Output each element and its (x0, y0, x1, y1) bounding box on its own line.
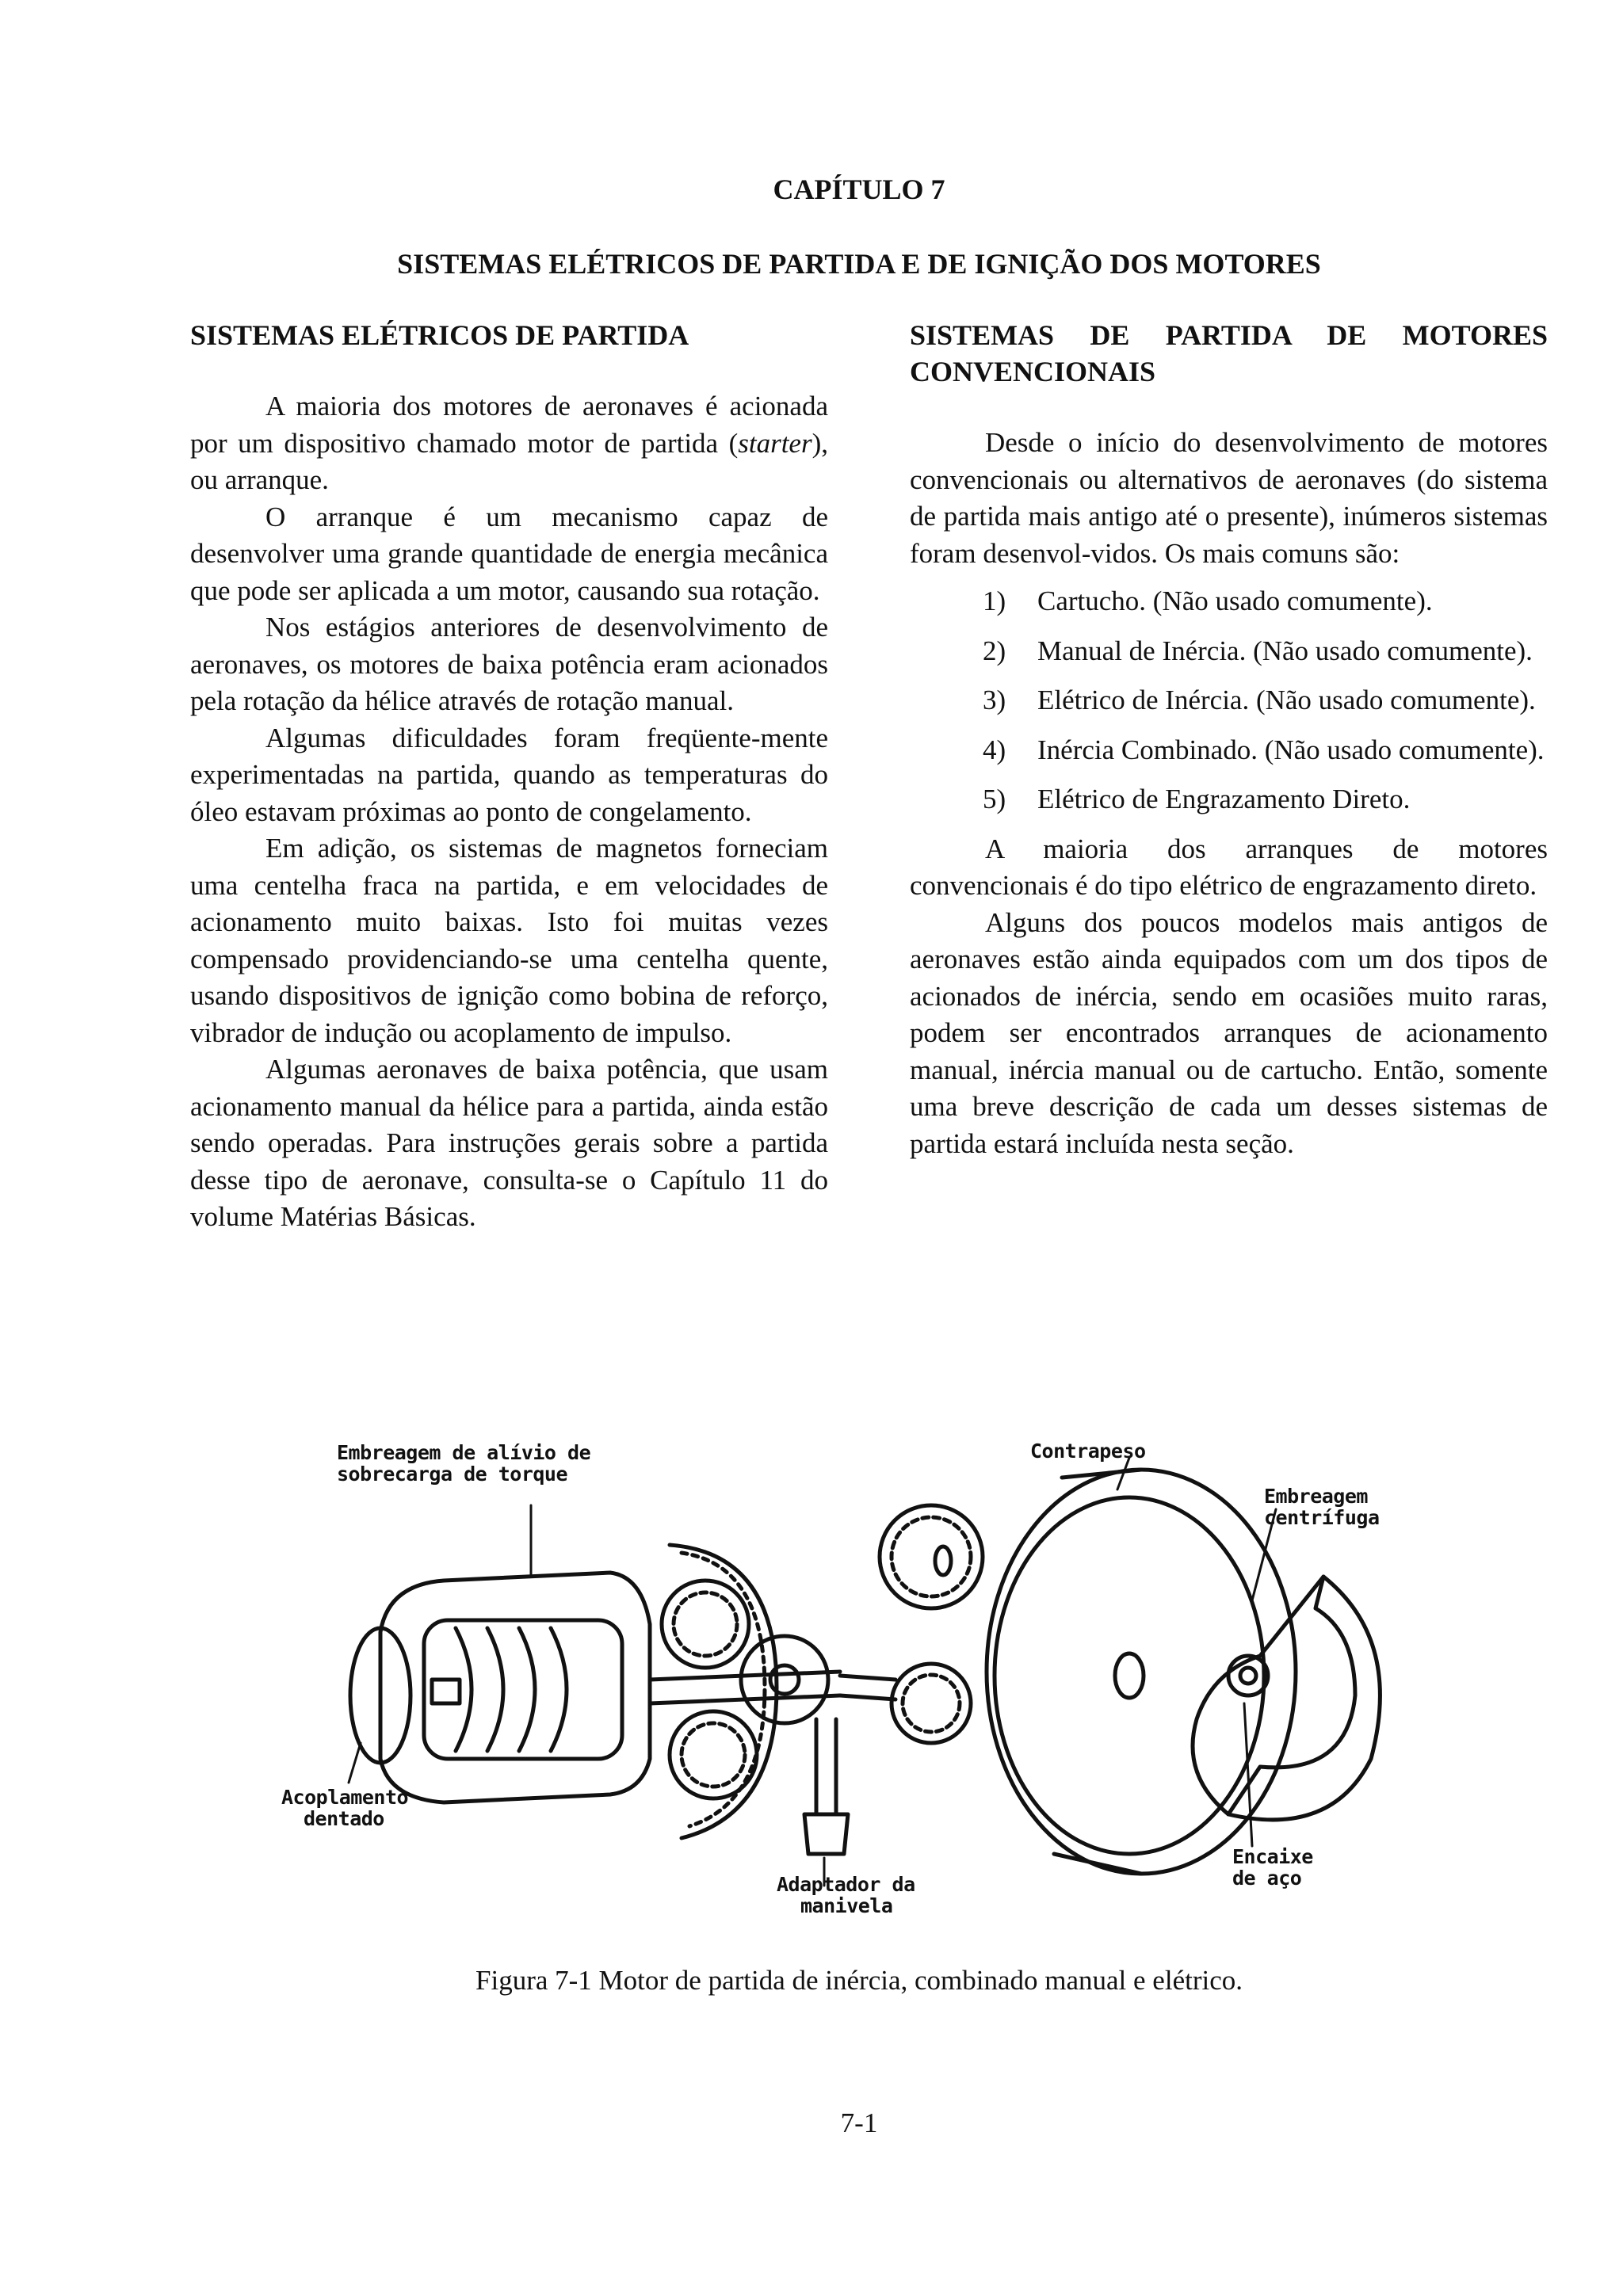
crank-shaft (816, 1719, 836, 1814)
starter-types-list (910, 583, 1548, 818)
label-line: Embreagem de alívio de (337, 1441, 591, 1464)
label-line: sobrecarga de torque (337, 1463, 568, 1486)
right-section-heading: SISTEMAS DE PARTIDA DE MOTORES CONVENCIONAIS (910, 319, 1548, 387)
right-paragraph-1: Desde o início do desenvolvimento de motores convencionais ou alternativos de aeronaves (do sistema de partida mais antigo até o presente), inúmeros sistemas foram desenvol-vidos. Os mais comuns são: (910, 427, 1548, 569)
list-number: 4) (983, 734, 1006, 765)
label-centrifugal-clutch (1264, 1486, 1380, 1528)
clutch-plates (456, 1628, 567, 1751)
list-number: 2) (983, 635, 1006, 666)
left-paragraph-6: Algumas aeronaves de baixa potência, que usam acionamento manual da hélice para a partida, ainda estão sendo operadas. Para instruções gerais sobre a partida desse tipo de aeronave, consulta-se o Capítulo 11 do volume Matérias Básicas. (190, 1054, 828, 1232)
list-text: Inércia Combinado. (Não usado comumente). (1037, 734, 1545, 765)
list-text: Cartucho. (Não usado comumente). (1037, 585, 1433, 616)
list-item (910, 583, 1548, 620)
label-line: manivela (800, 1894, 893, 1917)
page-number: 7-1 (840, 2107, 878, 2138)
label-line: Acoplamento (281, 1786, 409, 1809)
label-line: dentado (304, 1807, 384, 1830)
leader-socket (1244, 1703, 1252, 1846)
label-counterweight (1030, 1440, 1146, 1462)
label-line: centrífuga (1264, 1506, 1380, 1529)
list-number: 1) (983, 585, 1006, 616)
figure-caption: Figura 7-1 Motor de partida de inércia, combinado manual e elétrico. (475, 1965, 1243, 1996)
bevel-gear (741, 1636, 828, 1723)
inertia-starter-figure (269, 1442, 1419, 1925)
centrifugal-clutch (1228, 1577, 1380, 1820)
label-line: Contrapeso (1030, 1440, 1146, 1463)
left-paragraph-2: O arranque é um mecanismo capaz de desenvolver uma grande quantidade de energia mecânica que pode ser aplicada a um motor, causando sua rotação. (190, 501, 828, 606)
right-paragraph-2: A maioria dos arranques de motores convencionais é do tipo elétrico de engrazamento direto. (910, 833, 1548, 901)
left-paragraph-4: Algumas dificuldades foram freqüente-mente experimentadas na partida, quando as temperaturas do óleo estavam próximas ao ponto de congelamento. (190, 722, 828, 827)
label-toothed-coupling (281, 1787, 408, 1829)
italic-term: starter (738, 427, 812, 459)
label-torque-clutch (337, 1442, 590, 1485)
left-column (190, 317, 828, 1236)
list-item (910, 682, 1548, 719)
list-number: 3) (983, 685, 1006, 715)
label-line: Embreagem (1264, 1485, 1368, 1508)
chapter-title: SISTEMAS ELÉTRICOS DE PARTIDA E DE IGNIÇÃO DOS MOTORES (397, 248, 1321, 280)
list-item (910, 781, 1548, 818)
label-line: Adaptador da (777, 1873, 915, 1896)
label-line: de aço (1232, 1867, 1302, 1890)
text-run: A maioria dos motores de aeronaves é acionada por um dispositivo chamado motor de partida ( (190, 391, 828, 459)
list-item (910, 732, 1548, 769)
motor-housing (380, 1573, 650, 1802)
left-paragraph-5: Em adição, os sistemas de magnetos forneciam uma centelha fraca na partida, e em velocidades de acionamento muito baixas. Isto foi muitas vezes compensado providenciando-se uma centelha quente, usando dispositivos de ignição como bobina de reforço, vibrador de indução ou acoplamento de impulso. (190, 833, 828, 1048)
left-paragraph-3: Nos estágios anteriores de desenvolvimento de aeronaves, os motores de baixa potência eram acionados pela rotação da hélice através de rotação manual. (190, 612, 828, 716)
right-paragraph-3: Alguns dos poucos modelos mais antigos de aeronaves estão ainda equipados com um dos tipos de acionados de inércia, sendo em ocasiões muito raras, podem ser encontrados arranques de acionamento manual, inércia manual ou de cartucho. Então, somente uma breve descrição de cada um desses sistemas de partida estará incluída nesta seção. (910, 906, 1548, 1159)
left-section-heading: SISTEMAS ELÉTRICOS DE PARTIDA (190, 319, 689, 351)
left-paragraph-1 (190, 388, 828, 499)
list-text: Manual de Inércia. (Não usado comumente). (1037, 635, 1533, 666)
label-steel-socket (1232, 1846, 1313, 1889)
chapter-heading: CAPÍTULO 7 (773, 174, 945, 205)
upper-gear (880, 1505, 983, 1608)
list-text: Elétrico de Inércia. (Não usado comumente). (1037, 685, 1536, 715)
leader-coupling (349, 1743, 361, 1783)
list-text: Elétrico de Engrazamento Direto. (1037, 784, 1411, 814)
list-number: 5) (983, 784, 1006, 814)
label-crank-adapter (777, 1874, 915, 1917)
label-line: Encaixe (1232, 1845, 1313, 1868)
list-item (910, 633, 1548, 670)
ring-gear (670, 1545, 777, 1838)
crank-adapter (804, 1814, 848, 1854)
right-column (910, 317, 1548, 1162)
text-run: ), ou arranque. (190, 427, 828, 495)
